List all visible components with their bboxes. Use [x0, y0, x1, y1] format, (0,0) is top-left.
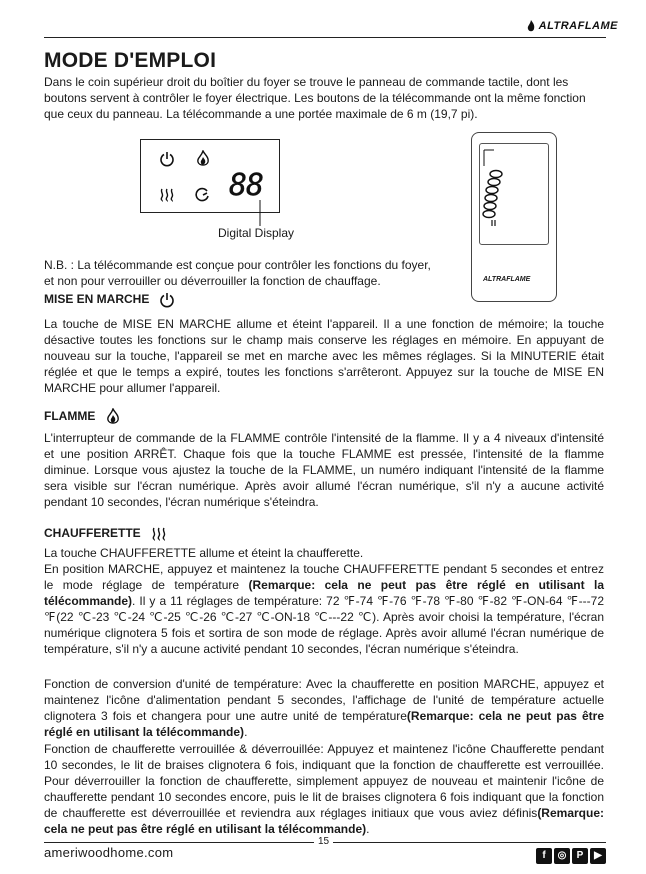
heater-icon: [159, 188, 175, 202]
power-icon: [159, 151, 175, 167]
section-heading-power: MISE EN MARCHE: [44, 292, 175, 308]
flame-heading-icon: [105, 408, 121, 426]
heater-heading-icon: [150, 527, 168, 541]
remote-buttons: [480, 148, 520, 230]
instagram-icon[interactable]: ◎: [554, 848, 570, 864]
brand-name: ALTRAFLAME: [538, 20, 618, 32]
heater-remote-note-1: (Remarque: cela ne peut pas être réglé en utilisant la télécommande): [44, 578, 605, 608]
digital-display: 88: [229, 168, 264, 203]
heater-unit-conversion-paragraph: Fonction de conversion d'unité de température: Avec la chaufferette en position MARCHE, appuyez et maintenez l'icône d'alimentation pendant 5 secondes, l'affichage de l'unité de température actuelle clignotera 3 fois et changera pour une autre unité de température(Remarque: cela ne peut pas être réglé en utilisant la télécommande).: [44, 677, 604, 739]
digital-display-label: Digital Display: [218, 226, 295, 240]
heater-intro-line: La touche CHAUFFERETTE allume et éteint la chaufferette.: [44, 546, 364, 560]
facebook-icon[interactable]: f: [536, 848, 552, 864]
display-pointer-line: [258, 200, 262, 226]
youtube-icon[interactable]: ▶: [590, 848, 606, 864]
page-number: 15: [314, 836, 333, 847]
section-heading-flame: FLAMME: [44, 408, 121, 426]
heater-lock-paragraph: Fonction de chaufferette verrouillée & déverrouillée: Appuyez et maintenez l'icône Chaufferette pendant 10 secondes, le lit de braises clignotera 6 fois, indiquant que la fonction de chaufferette est verrouillée. Pour déverrouiller la fonction de chaufferette, simplement appuyez de nouveau et maintenir l'icône de chaufferette pendant 10 secondes encore, puis le lit de braises clignotera 6 fois indiquant que la fonction de chaufferette est déverrouillée et reviendra aux réglages initiaux que vous aviez définis(Remarque: cela ne peut pas être réglé en utilisant la télécommande).: [44, 742, 604, 836]
remote-note: N.B. : La télécommande est conçue pour contrôler les fonctions du foyer, et non pour verrouiller ou déverrouiller la fonction de chauffage.: [44, 258, 431, 288]
footer-website-link[interactable]: ameriwoodhome.com: [44, 845, 174, 860]
flame-paragraph: L'interrupteur de commande de la FLAMME contrôle l'intensité de la flamme. Il y a 4 niveaux d'intensité et une position ARRÊT. Chaque fois que la touche FLAMME est pressée, l'intensité de la flamme diminue. Lorsque vous ajustez la touche de la FLAMME, un numéro indiquant l'intensité de la flamme sera visible sur l'écran numérique. Après avoir allumé l'écran numérique, s'il n'y a aucune activité pendant 10 secondes, l'écran numérique s'éteindra.: [44, 431, 604, 509]
power-heading-icon: [159, 292, 175, 308]
power-paragraph: La touche de MISE EN MARCHE allume et éteint l'appareil. Il a une fonction de mémoire; la touche désactive toutes les fonctions sur le champ mais conserve les réglages en mémoire. En appuyant de nouveau sur la touche, l'appareil se met en marche avec les mêmes réglages. Si la MINUTERIE était réglée et que le temps a expiré, toutes les fonctions s'arrêteront. Appuyez sur la touche de MISE EN MARCHE pour allumer l'appareil.: [44, 317, 604, 395]
heater-remote-note-3: (Remarque: cela ne peut pas être réglé en utilisant la télécommande): [44, 806, 604, 836]
brand-logo: [526, 20, 619, 32]
social-icons: [534, 845, 606, 864]
flame-logo-icon: [526, 20, 536, 32]
intro-paragraph: Dans le coin supérieur droit du boîtier du foyer se trouve le panneau de commande tactile, dont les boutons servent à contrôler le foyer électrique. Les boutons de la télécommande ont la même fonction que ceux du panneau. La télécommande a une portée maximale de 6 m (19,7 pi).: [44, 75, 586, 121]
section-heading-heater: CHAUFFERETTE: [44, 526, 168, 541]
remote-brand-logo: ALTRAFLAME: [483, 276, 531, 283]
timer-icon: [195, 187, 211, 203]
header-divider: [44, 37, 606, 38]
heater-remote-note-2: (Remarque: cela ne peut pas être réglé en utilisant la télécommande): [44, 709, 604, 739]
flame-icon: [195, 150, 211, 168]
heater-temperature-paragraph: En position MARCHE, appuyez et maintenez la touche CHAUFFERETTE pendant 5 secondes et entrez le mode réglage de température (Remarque: cela ne peut pas être réglé en utilisant la télécommande). Il y a 11 réglages de température: 72 ℉-74 ℉-76 ℉-78 ℉-80 ℉-82 ℉-ON-64 ℉---72 ℉(22 ℃-23 ℃-24 ℃-25 ℃-26 ℃-27 ℃-ON-18 ℃---22 ℃). Après avoir choisi la température, l'écran numérique clignotera 5 fois et sortira de son mode de réglage. Après avoir allumé l'écran numérique de température, s'il n'y a aucune activité pendant 10 secondes, l'écran numérique s'éteindra.: [44, 562, 605, 656]
page-title: MODE D'EMPLOI: [44, 49, 217, 72]
pinterest-icon[interactable]: P: [572, 848, 588, 864]
